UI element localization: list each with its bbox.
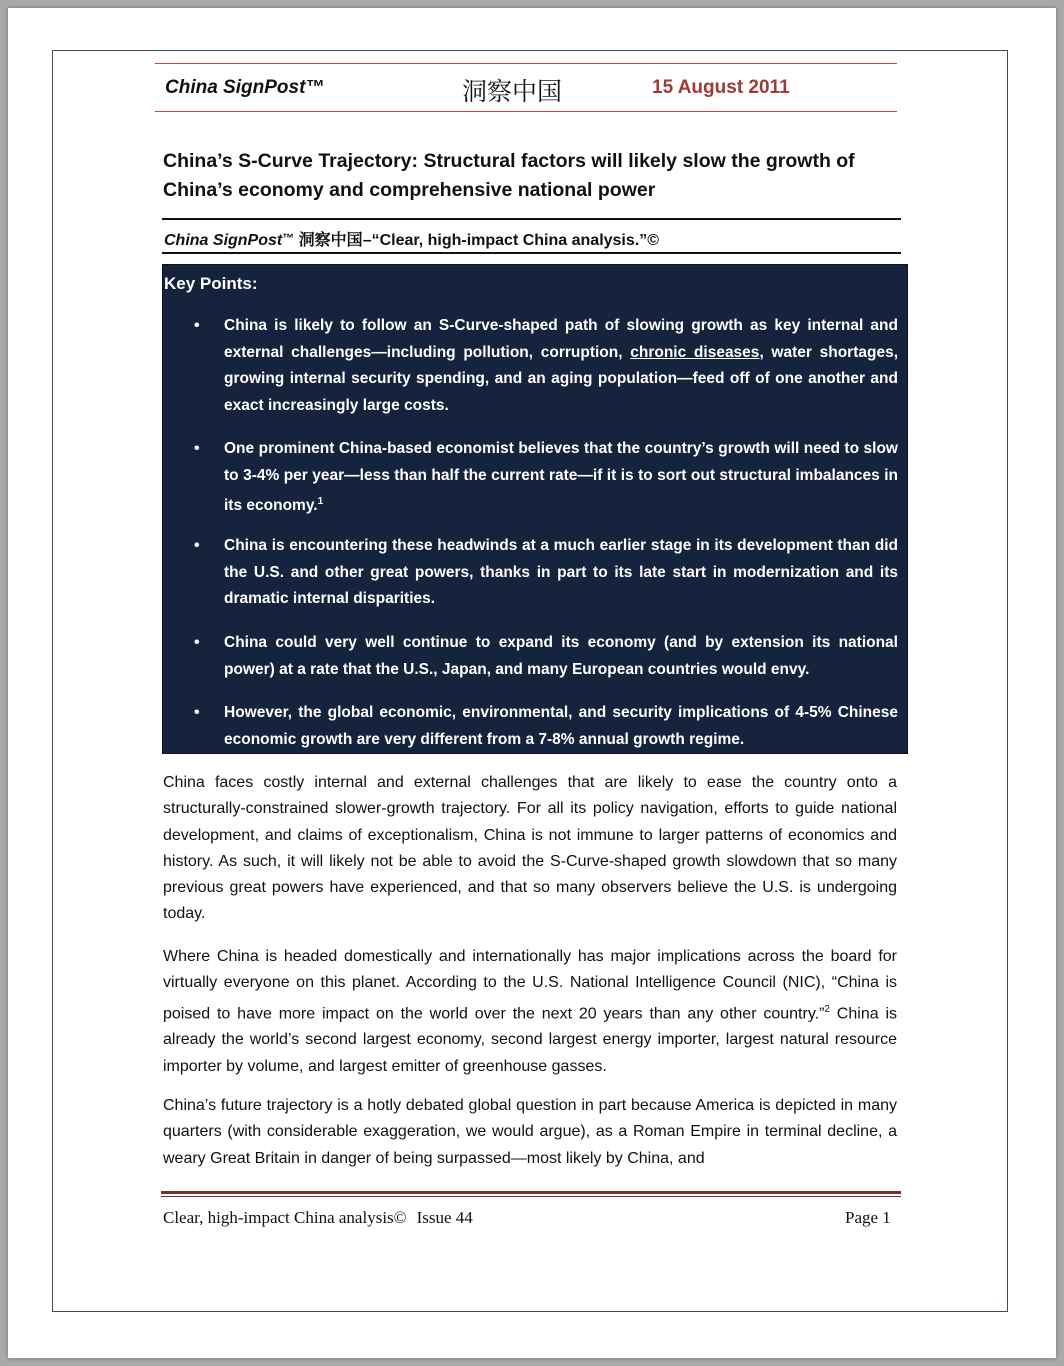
body-paragraph-2 [163, 944, 897, 1080]
header-top-rule [155, 63, 897, 64]
key-point-text [224, 436, 898, 520]
header-chinese-title: 洞察中国 [462, 77, 563, 106]
footer-issue: Issue 44 [416, 1208, 473, 1227]
bullet-icon: • [194, 537, 200, 554]
footer-left [163, 1208, 473, 1228]
bullet-icon: • [194, 634, 200, 651]
body-paragraph-1: China faces costly internal and external challenges that are likely to ease the country onto a structurally-constrained slower-growth trajectory. For all its policy navigation, efforts to guide national development, and claims of exceptionalism, China is not immune to larger patterns of economics and history. As such, it will likely not be able to avoid the S-Curve-shaped growth slowdown that so many previous great powers have experienced, and that so many observers believe the U.S. is undergoing today. [163, 774, 897, 923]
key-point-text-part: One prominent China-based economist believes that the country’s growth will need to slow to 3-4% per year—less than half the current rate—if it is to sort out structural imbalances in its economy. [224, 440, 898, 515]
tagline-brand: China SignPost [164, 232, 283, 249]
tagline-top-rule [162, 218, 901, 220]
tagline-motto: –“Clear, high-impact China analysis.”© [362, 232, 660, 249]
tagline-bottom-rule [162, 252, 901, 254]
bullet-icon: • [194, 317, 200, 334]
header-brand: China SignPost™ [165, 77, 325, 98]
bullet-icon: • [194, 440, 200, 457]
footer-rule-thin [161, 1196, 901, 1197]
footnote-ref[interactable]: 1 [317, 496, 324, 507]
bullet-icon: • [194, 704, 200, 721]
tagline [164, 227, 659, 250]
key-point-text: China could very well continue to expand its economy (and by extension its national power) at a rate that the U.S., Japan, and many European countries would envy. [224, 634, 898, 678]
key-points-title: Key Points: [164, 274, 258, 293]
key-point-text: China is encountering these headwinds at a much earlier stage in its development than did the U.S. and other great powers, thanks in part to its late start in modernization and its dramatic internal disparities. [224, 537, 898, 607]
header-date: 15 August 2011 [652, 77, 790, 98]
tagline-trademark: ™ [282, 231, 295, 245]
key-point-text-part: China is likely to follow an S-Curve-shaped path of slowing growth as key internal and external challenges—including pollution, corruption, [224, 317, 898, 361]
body-paragraph-2-text: Where China is headed domestically and internationally has major implications across the board for virtually everyone on this planet. According to the U.S. National Intelligence Council (NIC), “China is poised to have more impact on the world over the next 20 years than any other country.” [163, 948, 897, 1022]
key-point-text-part: , water shortages, growing internal security spending, and an aging population—feed off of one another and exact increasingly large costs. [224, 343, 899, 414]
footer-rule [161, 1191, 901, 1194]
key-point-text [224, 313, 898, 419]
key-points-box [162, 264, 908, 754]
body-paragraph-2-text: China is already the world’s second largest economy, second largest energy importer, largest natural resource importer by volume, and largest emitter of greenhouse gasses. [163, 1004, 897, 1075]
tagline-chinese: 洞察中国 [294, 232, 363, 249]
key-point-text: However, the global economic, environmental, and security implications of 4-5% Chinese economic growth are very different from a 7-8% annual growth regime. [224, 704, 898, 748]
body-paragraph-3: China’s future trajectory is a hotly debated global question in part because America is depicted in many quarters (with considerable exaggeration, we would argue), as a Roman Empire in terminal decline, a weary Great Britain in danger of being surpassed—most likely by China, and [163, 1097, 897, 1167]
footer-motto: Clear, high-impact China analysis© [163, 1208, 407, 1227]
footnote-ref[interactable]: 2 [824, 1003, 830, 1015]
footer-page-number: Page 1 [845, 1208, 891, 1227]
header-bottom-rule [155, 111, 897, 112]
article-title: China’s S-Curve Trajectory: Structural factors will likely slow the growth of China’s economy and comprehensive national power [163, 150, 855, 201]
chronic-diseases-link[interactable]: chronic diseases [630, 343, 760, 361]
